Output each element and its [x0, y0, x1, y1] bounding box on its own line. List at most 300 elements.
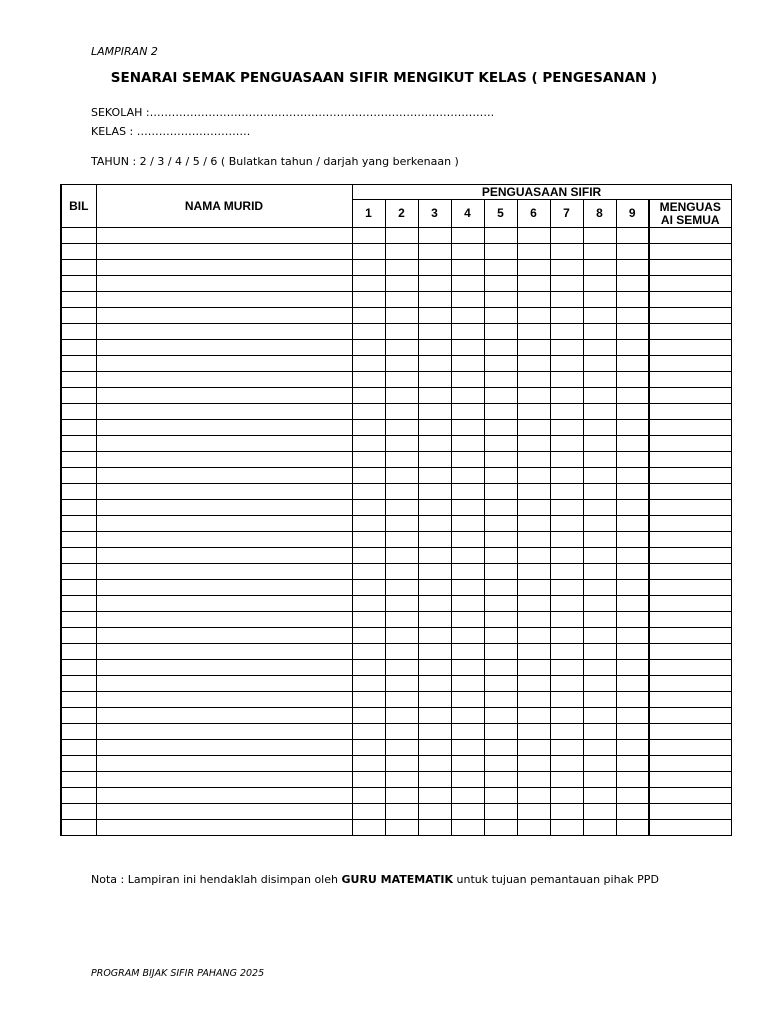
- table-cell[interactable]: [451, 420, 484, 436]
- table-cell[interactable]: [385, 372, 418, 388]
- table-cell[interactable]: [451, 756, 484, 772]
- name-cell[interactable]: [96, 596, 352, 612]
- table-cell[interactable]: [550, 388, 583, 404]
- table-cell[interactable]: [517, 772, 550, 788]
- bil-cell[interactable]: [61, 532, 96, 548]
- all-mastered-cell[interactable]: [649, 468, 731, 484]
- all-mastered-cell[interactable]: [649, 532, 731, 548]
- table-cell[interactable]: [517, 276, 550, 292]
- table-cell[interactable]: [583, 548, 616, 564]
- table-cell[interactable]: [385, 308, 418, 324]
- table-cell[interactable]: [418, 388, 451, 404]
- table-cell[interactable]: [550, 564, 583, 580]
- table-cell[interactable]: [550, 484, 583, 500]
- bil-cell[interactable]: [61, 596, 96, 612]
- table-cell[interactable]: [517, 436, 550, 452]
- table-cell[interactable]: [418, 788, 451, 804]
- all-mastered-cell[interactable]: [649, 628, 731, 644]
- table-cell[interactable]: [484, 276, 517, 292]
- table-cell[interactable]: [385, 676, 418, 692]
- table-cell[interactable]: [550, 452, 583, 468]
- table-cell[interactable]: [385, 548, 418, 564]
- table-cell[interactable]: [418, 660, 451, 676]
- table-cell[interactable]: [484, 260, 517, 276]
- bil-cell[interactable]: [61, 292, 96, 308]
- table-cell[interactable]: [385, 260, 418, 276]
- table-cell[interactable]: [484, 532, 517, 548]
- bil-cell[interactable]: [61, 372, 96, 388]
- bil-cell[interactable]: [61, 276, 96, 292]
- table-cell[interactable]: [385, 532, 418, 548]
- name-cell[interactable]: [96, 436, 352, 452]
- table-cell[interactable]: [517, 500, 550, 516]
- table-cell[interactable]: [352, 356, 385, 372]
- table-cell[interactable]: [616, 308, 649, 324]
- table-cell[interactable]: [583, 404, 616, 420]
- table-cell[interactable]: [616, 724, 649, 740]
- all-mastered-cell[interactable]: [649, 340, 731, 356]
- all-mastered-cell[interactable]: [649, 644, 731, 660]
- table-cell[interactable]: [451, 340, 484, 356]
- table-cell[interactable]: [385, 468, 418, 484]
- table-cell[interactable]: [451, 628, 484, 644]
- table-cell[interactable]: [352, 372, 385, 388]
- table-cell[interactable]: [517, 484, 550, 500]
- table-cell[interactable]: [517, 564, 550, 580]
- bil-cell[interactable]: [61, 628, 96, 644]
- table-cell[interactable]: [583, 244, 616, 260]
- table-cell[interactable]: [484, 628, 517, 644]
- bil-cell[interactable]: [61, 436, 96, 452]
- table-cell[interactable]: [583, 788, 616, 804]
- bil-cell[interactable]: [61, 324, 96, 340]
- table-cell[interactable]: [385, 788, 418, 804]
- table-cell[interactable]: [352, 548, 385, 564]
- table-cell[interactable]: [352, 292, 385, 308]
- bil-cell[interactable]: [61, 244, 96, 260]
- table-cell[interactable]: [385, 644, 418, 660]
- bil-cell[interactable]: [61, 676, 96, 692]
- table-cell[interactable]: [451, 500, 484, 516]
- table-cell[interactable]: [418, 372, 451, 388]
- table-cell[interactable]: [385, 628, 418, 644]
- name-cell[interactable]: [96, 324, 352, 340]
- table-cell[interactable]: [583, 308, 616, 324]
- table-cell[interactable]: [484, 516, 517, 532]
- all-mastered-cell[interactable]: [649, 436, 731, 452]
- bil-cell[interactable]: [61, 452, 96, 468]
- table-cell[interactable]: [550, 404, 583, 420]
- name-cell[interactable]: [96, 724, 352, 740]
- bil-cell[interactable]: [61, 420, 96, 436]
- all-mastered-cell[interactable]: [649, 580, 731, 596]
- table-cell[interactable]: [550, 548, 583, 564]
- table-cell[interactable]: [550, 660, 583, 676]
- all-mastered-cell[interactable]: [649, 612, 731, 628]
- bil-cell[interactable]: [61, 724, 96, 740]
- table-cell[interactable]: [616, 260, 649, 276]
- table-cell[interactable]: [484, 756, 517, 772]
- table-cell[interactable]: [550, 724, 583, 740]
- table-cell[interactable]: [418, 228, 451, 244]
- table-cell[interactable]: [583, 596, 616, 612]
- table-cell[interactable]: [583, 436, 616, 452]
- table-cell[interactable]: [484, 244, 517, 260]
- table-cell[interactable]: [484, 404, 517, 420]
- name-cell[interactable]: [96, 228, 352, 244]
- table-cell[interactable]: [484, 372, 517, 388]
- table-cell[interactable]: [385, 452, 418, 468]
- bil-cell[interactable]: [61, 788, 96, 804]
- name-cell[interactable]: [96, 452, 352, 468]
- table-cell[interactable]: [616, 564, 649, 580]
- table-cell[interactable]: [352, 612, 385, 628]
- name-cell[interactable]: [96, 484, 352, 500]
- name-cell[interactable]: [96, 340, 352, 356]
- table-cell[interactable]: [418, 500, 451, 516]
- all-mastered-cell[interactable]: [649, 356, 731, 372]
- name-cell[interactable]: [96, 756, 352, 772]
- table-cell[interactable]: [385, 388, 418, 404]
- table-cell[interactable]: [550, 276, 583, 292]
- table-cell[interactable]: [616, 628, 649, 644]
- table-cell[interactable]: [352, 244, 385, 260]
- table-cell[interactable]: [451, 260, 484, 276]
- table-cell[interactable]: [616, 772, 649, 788]
- table-cell[interactable]: [550, 708, 583, 724]
- table-cell[interactable]: [451, 276, 484, 292]
- table-cell[interactable]: [616, 484, 649, 500]
- table-cell[interactable]: [418, 324, 451, 340]
- bil-cell[interactable]: [61, 756, 96, 772]
- table-cell[interactable]: [583, 356, 616, 372]
- table-cell[interactable]: [484, 676, 517, 692]
- table-cell[interactable]: [616, 292, 649, 308]
- table-cell[interactable]: [385, 708, 418, 724]
- table-cell[interactable]: [517, 676, 550, 692]
- table-cell[interactable]: [451, 564, 484, 580]
- table-cell[interactable]: [550, 260, 583, 276]
- table-cell[interactable]: [583, 260, 616, 276]
- name-cell[interactable]: [96, 708, 352, 724]
- name-cell[interactable]: [96, 532, 352, 548]
- table-cell[interactable]: [616, 452, 649, 468]
- table-cell[interactable]: [550, 612, 583, 628]
- table-cell[interactable]: [484, 788, 517, 804]
- table-cell[interactable]: [484, 436, 517, 452]
- bil-cell[interactable]: [61, 804, 96, 820]
- table-cell[interactable]: [451, 644, 484, 660]
- table-cell[interactable]: [583, 820, 616, 836]
- table-cell[interactable]: [352, 452, 385, 468]
- table-cell[interactable]: [484, 500, 517, 516]
- table-cell[interactable]: [352, 276, 385, 292]
- table-cell[interactable]: [418, 596, 451, 612]
- table-cell[interactable]: [517, 596, 550, 612]
- table-cell[interactable]: [517, 532, 550, 548]
- table-cell[interactable]: [550, 692, 583, 708]
- table-cell[interactable]: [451, 724, 484, 740]
- name-cell[interactable]: [96, 292, 352, 308]
- table-cell[interactable]: [616, 228, 649, 244]
- table-cell[interactable]: [385, 356, 418, 372]
- table-cell[interactable]: [418, 244, 451, 260]
- name-cell[interactable]: [96, 660, 352, 676]
- table-cell[interactable]: [352, 484, 385, 500]
- bil-cell[interactable]: [61, 484, 96, 500]
- table-cell[interactable]: [451, 820, 484, 836]
- bil-cell[interactable]: [61, 820, 96, 836]
- table-cell[interactable]: [583, 292, 616, 308]
- table-cell[interactable]: [451, 772, 484, 788]
- table-cell[interactable]: [484, 292, 517, 308]
- table-cell[interactable]: [484, 612, 517, 628]
- table-cell[interactable]: [616, 516, 649, 532]
- table-cell[interactable]: [385, 740, 418, 756]
- table-cell[interactable]: [616, 580, 649, 596]
- table-cell[interactable]: [517, 420, 550, 436]
- table-cell[interactable]: [484, 324, 517, 340]
- table-cell[interactable]: [385, 772, 418, 788]
- all-mastered-cell[interactable]: [649, 292, 731, 308]
- table-cell[interactable]: [451, 708, 484, 724]
- all-mastered-cell[interactable]: [649, 740, 731, 756]
- table-cell[interactable]: [451, 612, 484, 628]
- table-cell[interactable]: [616, 596, 649, 612]
- table-cell[interactable]: [418, 548, 451, 564]
- table-cell[interactable]: [451, 324, 484, 340]
- name-cell[interactable]: [96, 788, 352, 804]
- table-cell[interactable]: [385, 516, 418, 532]
- bil-cell[interactable]: [61, 228, 96, 244]
- table-cell[interactable]: [484, 820, 517, 836]
- table-cell[interactable]: [352, 340, 385, 356]
- table-cell[interactable]: [418, 292, 451, 308]
- table-cell[interactable]: [352, 596, 385, 612]
- table-cell[interactable]: [550, 420, 583, 436]
- all-mastered-cell[interactable]: [649, 308, 731, 324]
- all-mastered-cell[interactable]: [649, 404, 731, 420]
- table-cell[interactable]: [583, 724, 616, 740]
- table-cell[interactable]: [484, 596, 517, 612]
- all-mastered-cell[interactable]: [649, 420, 731, 436]
- name-cell[interactable]: [96, 260, 352, 276]
- table-cell[interactable]: [484, 692, 517, 708]
- all-mastered-cell[interactable]: [649, 548, 731, 564]
- table-cell[interactable]: [352, 388, 385, 404]
- table-cell[interactable]: [517, 516, 550, 532]
- table-cell[interactable]: [517, 388, 550, 404]
- table-cell[interactable]: [451, 580, 484, 596]
- name-cell[interactable]: [96, 276, 352, 292]
- table-cell[interactable]: [616, 372, 649, 388]
- name-cell[interactable]: [96, 564, 352, 580]
- bil-cell[interactable]: [61, 548, 96, 564]
- name-cell[interactable]: [96, 500, 352, 516]
- table-cell[interactable]: [451, 372, 484, 388]
- table-cell[interactable]: [517, 292, 550, 308]
- all-mastered-cell[interactable]: [649, 676, 731, 692]
- table-cell[interactable]: [352, 708, 385, 724]
- table-cell[interactable]: [385, 420, 418, 436]
- table-cell[interactable]: [484, 772, 517, 788]
- table-cell[interactable]: [550, 676, 583, 692]
- table-cell[interactable]: [550, 772, 583, 788]
- table-cell[interactable]: [352, 660, 385, 676]
- table-cell[interactable]: [451, 228, 484, 244]
- bil-cell[interactable]: [61, 500, 96, 516]
- table-cell[interactable]: [484, 452, 517, 468]
- table-cell[interactable]: [616, 692, 649, 708]
- table-cell[interactable]: [616, 468, 649, 484]
- table-cell[interactable]: [451, 308, 484, 324]
- name-cell[interactable]: [96, 404, 352, 420]
- table-cell[interactable]: [352, 436, 385, 452]
- table-cell[interactable]: [484, 804, 517, 820]
- table-cell[interactable]: [616, 244, 649, 260]
- table-cell[interactable]: [550, 356, 583, 372]
- table-cell[interactable]: [418, 708, 451, 724]
- table-cell[interactable]: [451, 548, 484, 564]
- table-cell[interactable]: [616, 276, 649, 292]
- table-cell[interactable]: [550, 372, 583, 388]
- table-cell[interactable]: [550, 228, 583, 244]
- table-cell[interactable]: [550, 644, 583, 660]
- table-cell[interactable]: [451, 692, 484, 708]
- table-cell[interactable]: [517, 580, 550, 596]
- table-cell[interactable]: [517, 372, 550, 388]
- table-cell[interactable]: [583, 804, 616, 820]
- table-cell[interactable]: [418, 820, 451, 836]
- bil-cell[interactable]: [61, 340, 96, 356]
- table-cell[interactable]: [418, 644, 451, 660]
- table-cell[interactable]: [385, 820, 418, 836]
- table-cell[interactable]: [550, 580, 583, 596]
- table-cell[interactable]: [352, 740, 385, 756]
- table-cell[interactable]: [583, 660, 616, 676]
- table-cell[interactable]: [451, 532, 484, 548]
- all-mastered-cell[interactable]: [649, 228, 731, 244]
- table-cell[interactable]: [385, 804, 418, 820]
- table-cell[interactable]: [352, 564, 385, 580]
- table-cell[interactable]: [583, 628, 616, 644]
- table-cell[interactable]: [484, 356, 517, 372]
- table-cell[interactable]: [484, 548, 517, 564]
- table-cell[interactable]: [352, 804, 385, 820]
- table-cell[interactable]: [352, 644, 385, 660]
- table-cell[interactable]: [484, 484, 517, 500]
- table-cell[interactable]: [418, 612, 451, 628]
- all-mastered-cell[interactable]: [649, 388, 731, 404]
- table-cell[interactable]: [517, 612, 550, 628]
- table-cell[interactable]: [517, 628, 550, 644]
- table-cell[interactable]: [616, 788, 649, 804]
- all-mastered-cell[interactable]: [649, 596, 731, 612]
- table-cell[interactable]: [418, 340, 451, 356]
- table-cell[interactable]: [352, 724, 385, 740]
- bil-cell[interactable]: [61, 692, 96, 708]
- bil-cell[interactable]: [61, 644, 96, 660]
- table-cell[interactable]: [418, 628, 451, 644]
- table-cell[interactable]: [583, 468, 616, 484]
- table-cell[interactable]: [418, 452, 451, 468]
- all-mastered-cell[interactable]: [649, 804, 731, 820]
- table-cell[interactable]: [583, 276, 616, 292]
- table-cell[interactable]: [517, 660, 550, 676]
- table-cell[interactable]: [385, 580, 418, 596]
- table-cell[interactable]: [451, 484, 484, 500]
- bil-cell[interactable]: [61, 404, 96, 420]
- table-cell[interactable]: [583, 372, 616, 388]
- table-cell[interactable]: [385, 564, 418, 580]
- table-cell[interactable]: [550, 532, 583, 548]
- all-mastered-cell[interactable]: [649, 692, 731, 708]
- table-cell[interactable]: [451, 388, 484, 404]
- table-cell[interactable]: [385, 612, 418, 628]
- table-cell[interactable]: [517, 404, 550, 420]
- table-cell[interactable]: [352, 628, 385, 644]
- table-cell[interactable]: [616, 500, 649, 516]
- table-cell[interactable]: [418, 532, 451, 548]
- name-cell[interactable]: [96, 468, 352, 484]
- name-cell[interactable]: [96, 516, 352, 532]
- table-cell[interactable]: [352, 532, 385, 548]
- table-cell[interactable]: [352, 788, 385, 804]
- table-cell[interactable]: [550, 340, 583, 356]
- table-cell[interactable]: [385, 244, 418, 260]
- table-cell[interactable]: [616, 708, 649, 724]
- bil-cell[interactable]: [61, 468, 96, 484]
- table-cell[interactable]: [550, 500, 583, 516]
- all-mastered-cell[interactable]: [649, 372, 731, 388]
- name-cell[interactable]: [96, 628, 352, 644]
- name-cell[interactable]: [96, 804, 352, 820]
- table-cell[interactable]: [451, 452, 484, 468]
- name-cell[interactable]: [96, 740, 352, 756]
- table-cell[interactable]: [550, 628, 583, 644]
- table-cell[interactable]: [418, 420, 451, 436]
- table-cell[interactable]: [352, 228, 385, 244]
- table-cell[interactable]: [583, 516, 616, 532]
- table-cell[interactable]: [385, 340, 418, 356]
- table-cell[interactable]: [616, 612, 649, 628]
- table-cell[interactable]: [352, 420, 385, 436]
- all-mastered-cell[interactable]: [649, 276, 731, 292]
- table-cell[interactable]: [616, 660, 649, 676]
- table-cell[interactable]: [352, 692, 385, 708]
- table-cell[interactable]: [550, 436, 583, 452]
- table-cell[interactable]: [451, 244, 484, 260]
- table-cell[interactable]: [451, 804, 484, 820]
- table-cell[interactable]: [352, 772, 385, 788]
- table-cell[interactable]: [583, 756, 616, 772]
- all-mastered-cell[interactable]: [649, 724, 731, 740]
- table-cell[interactable]: [451, 676, 484, 692]
- table-cell[interactable]: [385, 404, 418, 420]
- table-cell[interactable]: [418, 484, 451, 500]
- table-cell[interactable]: [583, 388, 616, 404]
- table-cell[interactable]: [418, 516, 451, 532]
- table-cell[interactable]: [352, 580, 385, 596]
- table-cell[interactable]: [550, 756, 583, 772]
- table-cell[interactable]: [352, 308, 385, 324]
- table-cell[interactable]: [517, 804, 550, 820]
- table-cell[interactable]: [484, 308, 517, 324]
- name-cell[interactable]: [96, 420, 352, 436]
- table-cell[interactable]: [517, 468, 550, 484]
- table-cell[interactable]: [583, 612, 616, 628]
- table-cell[interactable]: [385, 692, 418, 708]
